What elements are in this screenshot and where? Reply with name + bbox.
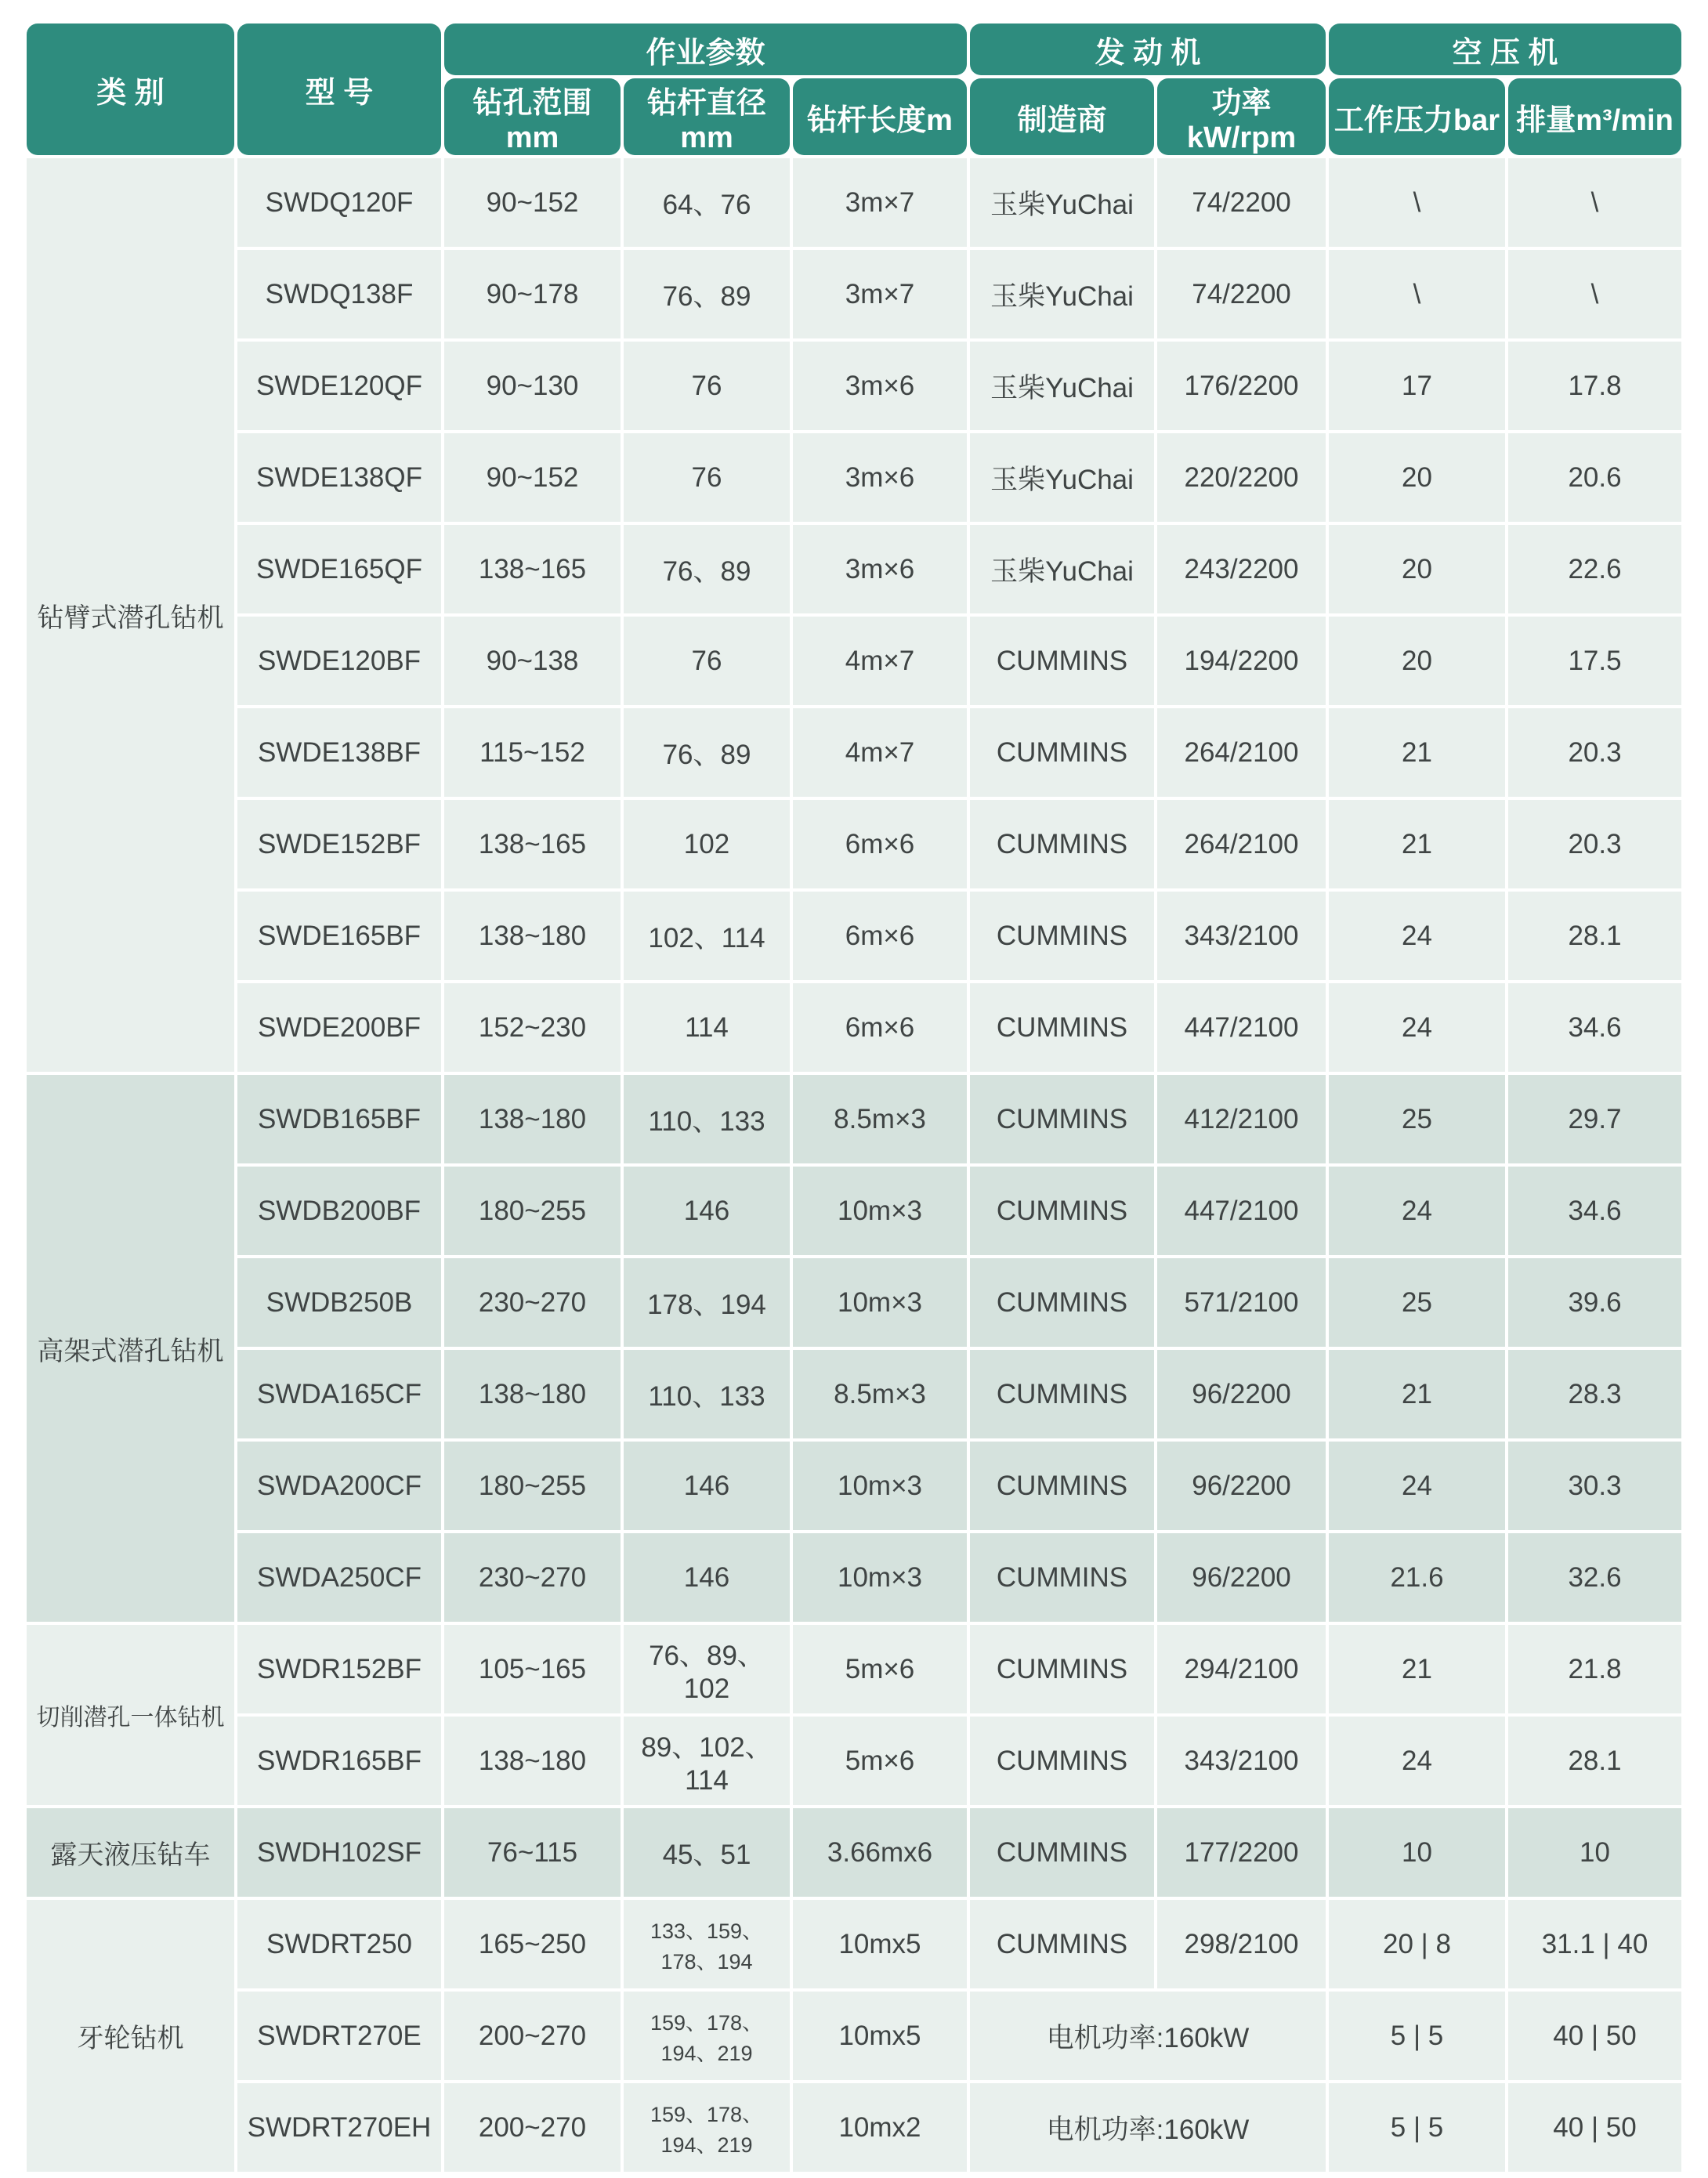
- pressure-cell: 20 | 8: [1329, 1900, 1505, 1988]
- power-cell: 447/2100: [1157, 1167, 1326, 1255]
- displacement-cell: 28.1: [1508, 892, 1681, 980]
- table-row: [27, 158, 1681, 247]
- header-hole-range: 钻孔范围mm: [444, 78, 621, 155]
- pressure-cell: 20: [1329, 525, 1505, 613]
- power-cell: 74/2200: [1157, 158, 1326, 247]
- pressure-cell: 25: [1329, 1075, 1505, 1163]
- displacement-cell: 20.6: [1508, 433, 1681, 522]
- power-cell: 298/2100: [1157, 1900, 1326, 1988]
- table-row: [27, 433, 1681, 522]
- header-category: 类 别: [27, 24, 234, 155]
- pressure-cell: 5 | 5: [1329, 1992, 1505, 2080]
- displacement-cell: 32.6: [1508, 1533, 1681, 1622]
- power-cell: 96/2200: [1157, 1533, 1326, 1622]
- rod-length-cell: 4m×7: [793, 708, 967, 797]
- table-row: [27, 1350, 1681, 1438]
- pressure-cell: 17: [1329, 342, 1505, 430]
- power-cell: 264/2100: [1157, 800, 1326, 888]
- manufacturer-cell: 玉柴YuChai: [970, 250, 1154, 338]
- pressure-cell: 21: [1329, 1350, 1505, 1438]
- displacement-cell: 17.5: [1508, 617, 1681, 705]
- model-cell: SWDA165CF: [237, 1350, 441, 1438]
- manufacturer-cell: CUMMINS: [970, 1258, 1154, 1347]
- rod-length-cell: 4m×7: [793, 617, 967, 705]
- hole-range-cell: 230~270: [444, 1533, 621, 1622]
- model-cell: SWDA250CF: [237, 1533, 441, 1622]
- model-cell: SWDR152BF: [237, 1625, 441, 1713]
- rod-length-cell: 3m×6: [793, 433, 967, 522]
- displacement-cell: 31.1 | 40: [1508, 1900, 1681, 1988]
- rod-length-cell: 10mx5: [793, 1992, 967, 2080]
- hole-range-cell: 180~255: [444, 1167, 621, 1255]
- manufacturer-cell: CUMMINS: [970, 1075, 1154, 1163]
- pressure-cell: 24: [1329, 983, 1505, 1072]
- manufacturer-cell: 玉柴YuChai: [970, 342, 1154, 430]
- displacement-cell: 20.3: [1508, 708, 1681, 797]
- displacement-cell: 34.6: [1508, 983, 1681, 1072]
- displacement-cell: 29.7: [1508, 1075, 1681, 1163]
- power-cell: 294/2100: [1157, 1625, 1326, 1713]
- power-cell: 412/2100: [1157, 1075, 1326, 1163]
- model-cell: SWDE200BF: [237, 983, 441, 1072]
- model-cell: SWDRT270EH: [237, 2083, 441, 2172]
- table-row: [27, 525, 1681, 613]
- rod-diameter-cell: 110、133: [624, 1350, 790, 1438]
- manufacturer-cell: CUMMINS: [970, 1350, 1154, 1438]
- header-manufacturer: 制造商: [970, 78, 1154, 155]
- rod-length-cell: 10m×3: [793, 1258, 967, 1347]
- power-cell: 194/2200: [1157, 617, 1326, 705]
- model-cell: SWDR165BF: [237, 1717, 441, 1805]
- manufacturer-cell: CUMMINS: [970, 617, 1154, 705]
- manufacturer-cell: CUMMINS: [970, 800, 1154, 888]
- table-row: [27, 800, 1681, 888]
- model-cell: SWDE165BF: [237, 892, 441, 980]
- header-group-engine: 发 动 机: [970, 24, 1326, 75]
- manufacturer-cell: CUMMINS: [970, 1625, 1154, 1713]
- table-row: [27, 1717, 1681, 1805]
- table-row: [27, 1992, 1681, 2080]
- header-displacement: 排量m³/min: [1508, 78, 1681, 155]
- hole-range-cell: 138~180: [444, 892, 621, 980]
- pressure-cell: 25: [1329, 1258, 1505, 1347]
- hole-range-cell: 138~165: [444, 525, 621, 613]
- rod-diameter-cell: 110、133: [624, 1075, 790, 1163]
- rod-diameter-cell: 102、114: [624, 892, 790, 980]
- rod-diameter-cell: 76: [624, 433, 790, 522]
- model-cell: SWDE165QF: [237, 525, 441, 613]
- manufacturer-cell: 玉柴YuChai: [970, 525, 1154, 613]
- power-cell: 243/2200: [1157, 525, 1326, 613]
- pressure-cell: \: [1329, 158, 1505, 247]
- displacement-cell: 40 | 50: [1508, 2083, 1681, 2172]
- pressure-cell: 21: [1329, 800, 1505, 888]
- model-cell: SWDRT250: [237, 1900, 441, 1988]
- displacement-cell: 34.6: [1508, 1167, 1681, 1255]
- displacement-cell: 17.8: [1508, 342, 1681, 430]
- model-cell: SWDE120QF: [237, 342, 441, 430]
- header-model: 型 号: [237, 24, 441, 155]
- displacement-cell: 20.3: [1508, 800, 1681, 888]
- power-cell: 220/2200: [1157, 433, 1326, 522]
- manufacturer-cell: 玉柴YuChai: [970, 433, 1154, 522]
- engine-merged-cell: 电机功率:160kW: [970, 1992, 1326, 2080]
- model-cell: SWDH102SF: [237, 1808, 441, 1897]
- rod-diameter-cell: 45、51: [624, 1808, 790, 1897]
- manufacturer-cell: CUMMINS: [970, 892, 1154, 980]
- model-cell: SWDQ138F: [237, 250, 441, 338]
- hole-range-cell: 200~270: [444, 2083, 621, 2172]
- rod-diameter-cell: 146: [624, 1442, 790, 1530]
- pressure-cell: 24: [1329, 1167, 1505, 1255]
- rod-diameter-cell: 146: [624, 1533, 790, 1622]
- rod-length-cell: 6m×6: [793, 983, 967, 1072]
- hole-range-cell: 138~180: [444, 1350, 621, 1438]
- manufacturer-cell: CUMMINS: [970, 1442, 1154, 1530]
- rod-length-cell: 10m×3: [793, 1442, 967, 1530]
- displacement-cell: 21.8: [1508, 1625, 1681, 1713]
- header-rod-length: 钻杆长度m: [793, 78, 967, 155]
- table-row: [27, 1258, 1681, 1347]
- rod-length-cell: 8.5m×3: [793, 1075, 967, 1163]
- hole-range-cell: 138~180: [444, 1075, 621, 1163]
- hole-range-cell: 90~152: [444, 158, 621, 247]
- model-cell: SWDE138BF: [237, 708, 441, 797]
- category-cell: 切削潜孔一体钻机: [27, 1625, 234, 1805]
- manufacturer-cell: CUMMINS: [970, 1533, 1154, 1622]
- table-row: [27, 1075, 1681, 1163]
- rod-diameter-cell: 76、89、102: [624, 1625, 790, 1713]
- rod-length-cell: 3m×7: [793, 250, 967, 338]
- hole-range-cell: 165~250: [444, 1900, 621, 1988]
- rod-diameter-cell: 159、178、194、219: [624, 2083, 790, 2172]
- power-cell: 176/2200: [1157, 342, 1326, 430]
- model-cell: SWDE152BF: [237, 800, 441, 888]
- hole-range-cell: 200~270: [444, 1992, 621, 2080]
- power-cell: 571/2100: [1157, 1258, 1326, 1347]
- pressure-cell: 24: [1329, 1717, 1505, 1805]
- category-cell: 高架式潜孔钻机: [27, 1075, 234, 1622]
- rod-length-cell: 5m×6: [793, 1717, 967, 1805]
- rod-diameter-cell: 89、102、114: [624, 1717, 790, 1805]
- rod-diameter-cell: 178、194: [624, 1258, 790, 1347]
- pressure-cell: 21.6: [1329, 1533, 1505, 1622]
- table-row: [27, 1625, 1681, 1713]
- rod-diameter-cell: 159、178、194、219: [624, 1992, 790, 2080]
- header-working-pressure: 工作压力bar: [1329, 78, 1505, 155]
- power-cell: 96/2200: [1157, 1350, 1326, 1438]
- table-row: [27, 342, 1681, 430]
- header-rod-diameter: 钻杆直径mm: [624, 78, 790, 155]
- power-cell: 96/2200: [1157, 1442, 1326, 1530]
- hole-range-cell: 180~255: [444, 1442, 621, 1530]
- rod-length-cell: 3m×7: [793, 158, 967, 247]
- table-row: [27, 250, 1681, 338]
- table-row: [27, 1533, 1681, 1622]
- pressure-cell: 20: [1329, 433, 1505, 522]
- rod-length-cell: 8.5m×3: [793, 1350, 967, 1438]
- header-group-air-compressor: 空 压 机: [1329, 24, 1681, 75]
- manufacturer-cell: CUMMINS: [970, 1808, 1154, 1897]
- rod-length-cell: 6m×6: [793, 892, 967, 980]
- power-cell: 74/2200: [1157, 250, 1326, 338]
- displacement-cell: 30.3: [1508, 1442, 1681, 1530]
- rod-diameter-cell: 76、89: [624, 250, 790, 338]
- power-cell: 447/2100: [1157, 983, 1326, 1072]
- model-cell: SWDQ120F: [237, 158, 441, 247]
- model-cell: SWDRT270E: [237, 1992, 441, 2080]
- hole-range-cell: 90~138: [444, 617, 621, 705]
- rod-diameter-cell: 146: [624, 1167, 790, 1255]
- model-cell: SWDE120BF: [237, 617, 441, 705]
- rod-length-cell: 3m×6: [793, 525, 967, 613]
- manufacturer-cell: 玉柴YuChai: [970, 158, 1154, 247]
- pressure-cell: 10: [1329, 1808, 1505, 1897]
- rod-length-cell: 6m×6: [793, 800, 967, 888]
- pressure-cell: 24: [1329, 1442, 1505, 1530]
- rod-diameter-cell: 76: [624, 617, 790, 705]
- table-header: [27, 24, 1681, 155]
- model-cell: SWDB250B: [237, 1258, 441, 1347]
- table-row: [27, 617, 1681, 705]
- hole-range-cell: 105~165: [444, 1625, 621, 1713]
- manufacturer-cell: CUMMINS: [970, 708, 1154, 797]
- hole-range-cell: 90~130: [444, 342, 621, 430]
- displacement-cell: \: [1508, 250, 1681, 338]
- power-cell: 264/2100: [1157, 708, 1326, 797]
- rod-diameter-cell: 64、76: [624, 158, 790, 247]
- hole-range-cell: 115~152: [444, 708, 621, 797]
- rod-length-cell: 3.66mx6: [793, 1808, 967, 1897]
- table-row: [27, 708, 1681, 797]
- manufacturer-cell: CUMMINS: [970, 983, 1154, 1072]
- rod-length-cell: 5m×6: [793, 1625, 967, 1713]
- power-cell: 177/2200: [1157, 1808, 1326, 1897]
- displacement-cell: 28.3: [1508, 1350, 1681, 1438]
- displacement-cell: 40 | 50: [1508, 1992, 1681, 2080]
- header-power: 功率kW/rpm: [1157, 78, 1326, 155]
- model-cell: SWDB200BF: [237, 1167, 441, 1255]
- hole-range-cell: 76~115: [444, 1808, 621, 1897]
- table-row: [27, 1167, 1681, 1255]
- engine-merged-cell: 电机功率:160kW: [970, 2083, 1326, 2172]
- hole-range-cell: 90~178: [444, 250, 621, 338]
- rod-diameter-cell: 76、89: [624, 708, 790, 797]
- manufacturer-cell: CUMMINS: [970, 1900, 1154, 1988]
- rod-length-cell: 10mx5: [793, 1900, 967, 1988]
- pressure-cell: 24: [1329, 892, 1505, 980]
- pressure-cell: 5 | 5: [1329, 2083, 1505, 2172]
- pressure-cell: 21: [1329, 1625, 1505, 1713]
- rod-length-cell: 10m×3: [793, 1533, 967, 1622]
- hole-range-cell: 138~180: [444, 1717, 621, 1805]
- category-cell: 钻臂式潜孔钻机: [27, 158, 234, 1072]
- hole-range-cell: 138~165: [444, 800, 621, 888]
- table-row: [27, 1442, 1681, 1530]
- table-row: [27, 1808, 1681, 1897]
- rod-diameter-cell: 102: [624, 800, 790, 888]
- power-cell: 343/2100: [1157, 892, 1326, 980]
- displacement-cell: \: [1508, 158, 1681, 247]
- pressure-cell: 21: [1329, 708, 1505, 797]
- model-cell: SWDE138QF: [237, 433, 441, 522]
- table-row: [27, 1900, 1681, 1988]
- table-row: [27, 983, 1681, 1072]
- rod-diameter-cell: 76: [624, 342, 790, 430]
- model-cell: SWDB165BF: [237, 1075, 441, 1163]
- table-body: [27, 158, 1681, 2172]
- rod-diameter-cell: 76、89: [624, 525, 790, 613]
- displacement-cell: 10: [1508, 1808, 1681, 1897]
- power-cell: 343/2100: [1157, 1717, 1326, 1805]
- table-row: [27, 2083, 1681, 2172]
- rod-length-cell: 10m×3: [793, 1167, 967, 1255]
- table-row: [27, 892, 1681, 980]
- rod-diameter-cell: 114: [624, 983, 790, 1072]
- manufacturer-cell: CUMMINS: [970, 1717, 1154, 1805]
- displacement-cell: 28.1: [1508, 1717, 1681, 1805]
- hole-range-cell: 230~270: [444, 1258, 621, 1347]
- displacement-cell: 39.6: [1508, 1258, 1681, 1347]
- header-group-operating-params: 作业参数: [444, 24, 967, 75]
- pressure-cell: 20: [1329, 617, 1505, 705]
- model-cell: SWDA200CF: [237, 1442, 441, 1530]
- rod-diameter-cell: 133、159、178、194: [624, 1900, 790, 1988]
- category-cell: 露天液压钻车: [27, 1808, 234, 1897]
- hole-range-cell: 90~152: [444, 433, 621, 522]
- hole-range-cell: 152~230: [444, 983, 621, 1072]
- category-cell: 牙轮钻机: [27, 1900, 234, 2172]
- displacement-cell: 22.6: [1508, 525, 1681, 613]
- drill-spec-table: [24, 20, 1684, 2175]
- pressure-cell: \: [1329, 250, 1505, 338]
- rod-length-cell: 10mx2: [793, 2083, 967, 2172]
- manufacturer-cell: CUMMINS: [970, 1167, 1154, 1255]
- rod-length-cell: 3m×6: [793, 342, 967, 430]
